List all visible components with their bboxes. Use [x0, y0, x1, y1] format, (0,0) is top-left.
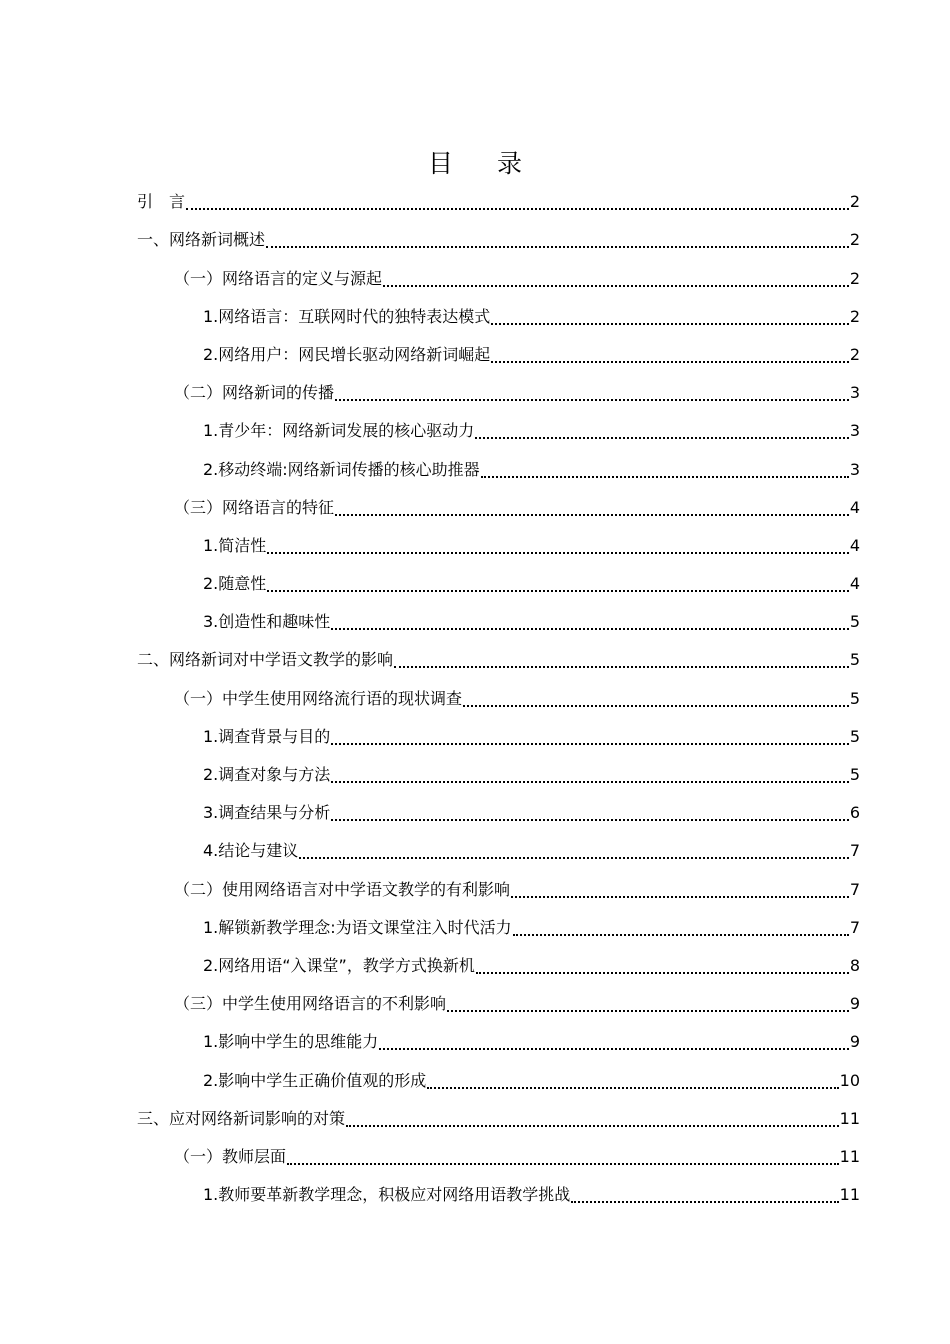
toc-entry[interactable]	[137, 183, 860, 221]
toc-page-number: 5	[849, 650, 860, 670]
toc-dot-leader	[186, 192, 849, 210]
toc-dot-leader	[427, 1071, 838, 1089]
toc-page-number: 4	[849, 535, 860, 555]
toc-entry[interactable]	[137, 947, 860, 985]
toc-page-number: 5	[849, 612, 860, 632]
toc-entry-text: （一）中学生使用网络流行语的现状调查	[174, 688, 463, 708]
toc-dot-leader	[267, 574, 849, 592]
toc-dot-leader	[299, 841, 849, 859]
toc-page-number: 11	[839, 1185, 860, 1205]
toc-entry-text: （三）网络语言的特征	[174, 497, 335, 517]
toc-entry-text: 2.随意性	[203, 574, 267, 594]
toc-dot-leader	[335, 498, 849, 516]
toc-entry-text: 4.结论与建议	[203, 841, 299, 861]
toc-page-number: 2	[849, 268, 860, 288]
toc-entry[interactable]	[137, 1176, 860, 1214]
toc-dot-leader	[379, 1032, 849, 1050]
toc-entry-text: 1.教师要革新教学理念，积极应对网络用语教学挑战	[203, 1185, 571, 1205]
toc-dot-leader	[475, 421, 849, 439]
toc-entry-text: （一）网络语言的定义与源起	[174, 268, 383, 288]
toc-page-number: 2	[849, 230, 860, 250]
toc-dot-leader	[331, 612, 849, 630]
toc-dot-leader	[463, 689, 849, 707]
toc-entry-text: 2.影响中学生正确价值观的形成	[203, 1070, 427, 1090]
toc-dot-leader	[331, 765, 849, 783]
toc-page-number: 11	[839, 1146, 860, 1166]
toc-entry-text: 1.简洁性	[203, 535, 267, 555]
toc-page-number: 9	[849, 994, 860, 1014]
toc-dot-leader	[394, 650, 849, 668]
toc-page-number: 3	[849, 459, 860, 479]
toc-entry-text: 2.移动终端:网络新词传播的核心助推器	[203, 459, 480, 479]
toc-page-number: 2	[849, 344, 860, 364]
toc-entry[interactable]	[137, 985, 860, 1023]
toc-page-number: 5	[849, 765, 860, 784]
toc-title: 目 录	[428, 149, 540, 178]
toc-entry[interactable]	[137, 718, 860, 756]
toc-entry-text: 3.调查结果与分析	[203, 803, 331, 823]
toc-dot-leader	[266, 230, 849, 248]
toc-page-number: 9	[849, 1032, 860, 1052]
toc-dot-leader	[491, 307, 849, 325]
toc-entry[interactable]	[137, 1100, 860, 1138]
toc-dot-leader	[476, 956, 849, 974]
toc-dot-leader	[571, 1185, 838, 1203]
toc-entry-text: 引 言	[137, 192, 186, 212]
toc-page-number: 7	[849, 879, 860, 899]
toc-entry-text: （三）中学生使用网络语言的不利影响	[174, 994, 447, 1014]
toc-entry[interactable]	[137, 870, 860, 908]
toc-entry-text: 2.调查对象与方法	[203, 765, 331, 784]
toc-page-number: 2	[849, 306, 860, 326]
toc-entry[interactable]	[137, 336, 860, 374]
toc-page-number: 10	[839, 1070, 860, 1090]
toc-page-number: 3	[849, 421, 860, 441]
toc-entry[interactable]	[137, 527, 860, 565]
toc-dot-leader	[481, 460, 849, 478]
toc-dot-leader	[491, 345, 849, 363]
toc-page-number: 7	[849, 841, 860, 861]
toc-dot-leader	[511, 880, 849, 898]
toc-entry[interactable]	[137, 1061, 860, 1099]
toc-entry[interactable]	[137, 794, 860, 832]
toc-dot-leader	[335, 383, 849, 401]
toc-entry-text: 3.创造性和趣味性	[203, 612, 331, 632]
toc-entry-text: 二、网络新词对中学语文教学的影响	[137, 650, 394, 670]
toc-dot-leader	[331, 803, 849, 821]
toc-page-number: 6	[849, 803, 860, 823]
toc-entry[interactable]	[137, 450, 860, 488]
toc-entry[interactable]	[137, 374, 860, 412]
toc-page-number: 11	[839, 1108, 860, 1128]
toc-entry-text: 1.青少年：网络新词发展的核心驱动力	[203, 421, 475, 441]
toc-page-number: 7	[849, 917, 860, 937]
toc-dot-leader	[447, 994, 849, 1012]
toc-page-number: 5	[849, 688, 860, 708]
toc-entry[interactable]	[137, 298, 860, 336]
toc-entry[interactable]	[137, 259, 860, 297]
toc-entry-text: 2.网络用语“入课堂”，教学方式换新机	[203, 955, 475, 975]
toc-entry-text: 1.解锁新教学理念:为语文课堂注入时代活力	[203, 917, 512, 937]
toc-entry-text: 1.网络语言：互联网时代的独特表达模式	[203, 306, 491, 326]
toc-entry-text: （二）网络新词的传播	[174, 383, 335, 403]
toc-entry[interactable]	[137, 909, 860, 947]
toc-entry-text: （二）使用网络语言对中学语文教学的有利影响	[174, 879, 511, 899]
toc-entry[interactable]	[137, 1023, 860, 1061]
toc-page-number: 8	[849, 955, 860, 975]
toc-entry[interactable]	[137, 679, 860, 717]
toc-dot-leader	[346, 1109, 839, 1127]
toc-page-number: 4	[849, 574, 860, 594]
toc-dot-leader	[287, 1147, 839, 1165]
toc-entry-text: 2.网络用户：网民增长驱动网络新词崛起	[203, 344, 491, 364]
toc-page-number: 2	[849, 192, 860, 212]
toc-entry[interactable]	[137, 756, 860, 794]
toc-page-number: 3	[849, 383, 860, 403]
toc-list	[137, 183, 860, 1214]
toc-entry[interactable]	[137, 565, 860, 603]
toc-page-number: 5	[849, 726, 860, 746]
toc-entry[interactable]	[137, 832, 860, 870]
toc-entry-text: 三、应对网络新词影响的对策	[137, 1108, 346, 1128]
toc-entry[interactable]	[137, 641, 860, 679]
toc-page-number: 4	[849, 497, 860, 517]
toc-entry[interactable]	[137, 489, 860, 527]
toc-entry-text: 一、网络新词概述	[137, 230, 266, 250]
toc-dot-leader	[513, 918, 849, 936]
toc-entry[interactable]	[137, 1138, 860, 1176]
toc-entry[interactable]	[137, 221, 860, 259]
toc-entry[interactable]	[137, 603, 860, 641]
toc-entry[interactable]	[137, 412, 860, 450]
toc-entry-text: 1.影响中学生的思维能力	[203, 1032, 379, 1052]
toc-dot-leader	[267, 536, 849, 554]
toc-entry-text: （一）教师层面	[174, 1146, 287, 1166]
toc-dot-leader	[331, 727, 849, 745]
toc-dot-leader	[383, 269, 849, 287]
toc-entry-text: 1.调查背景与目的	[203, 726, 331, 746]
